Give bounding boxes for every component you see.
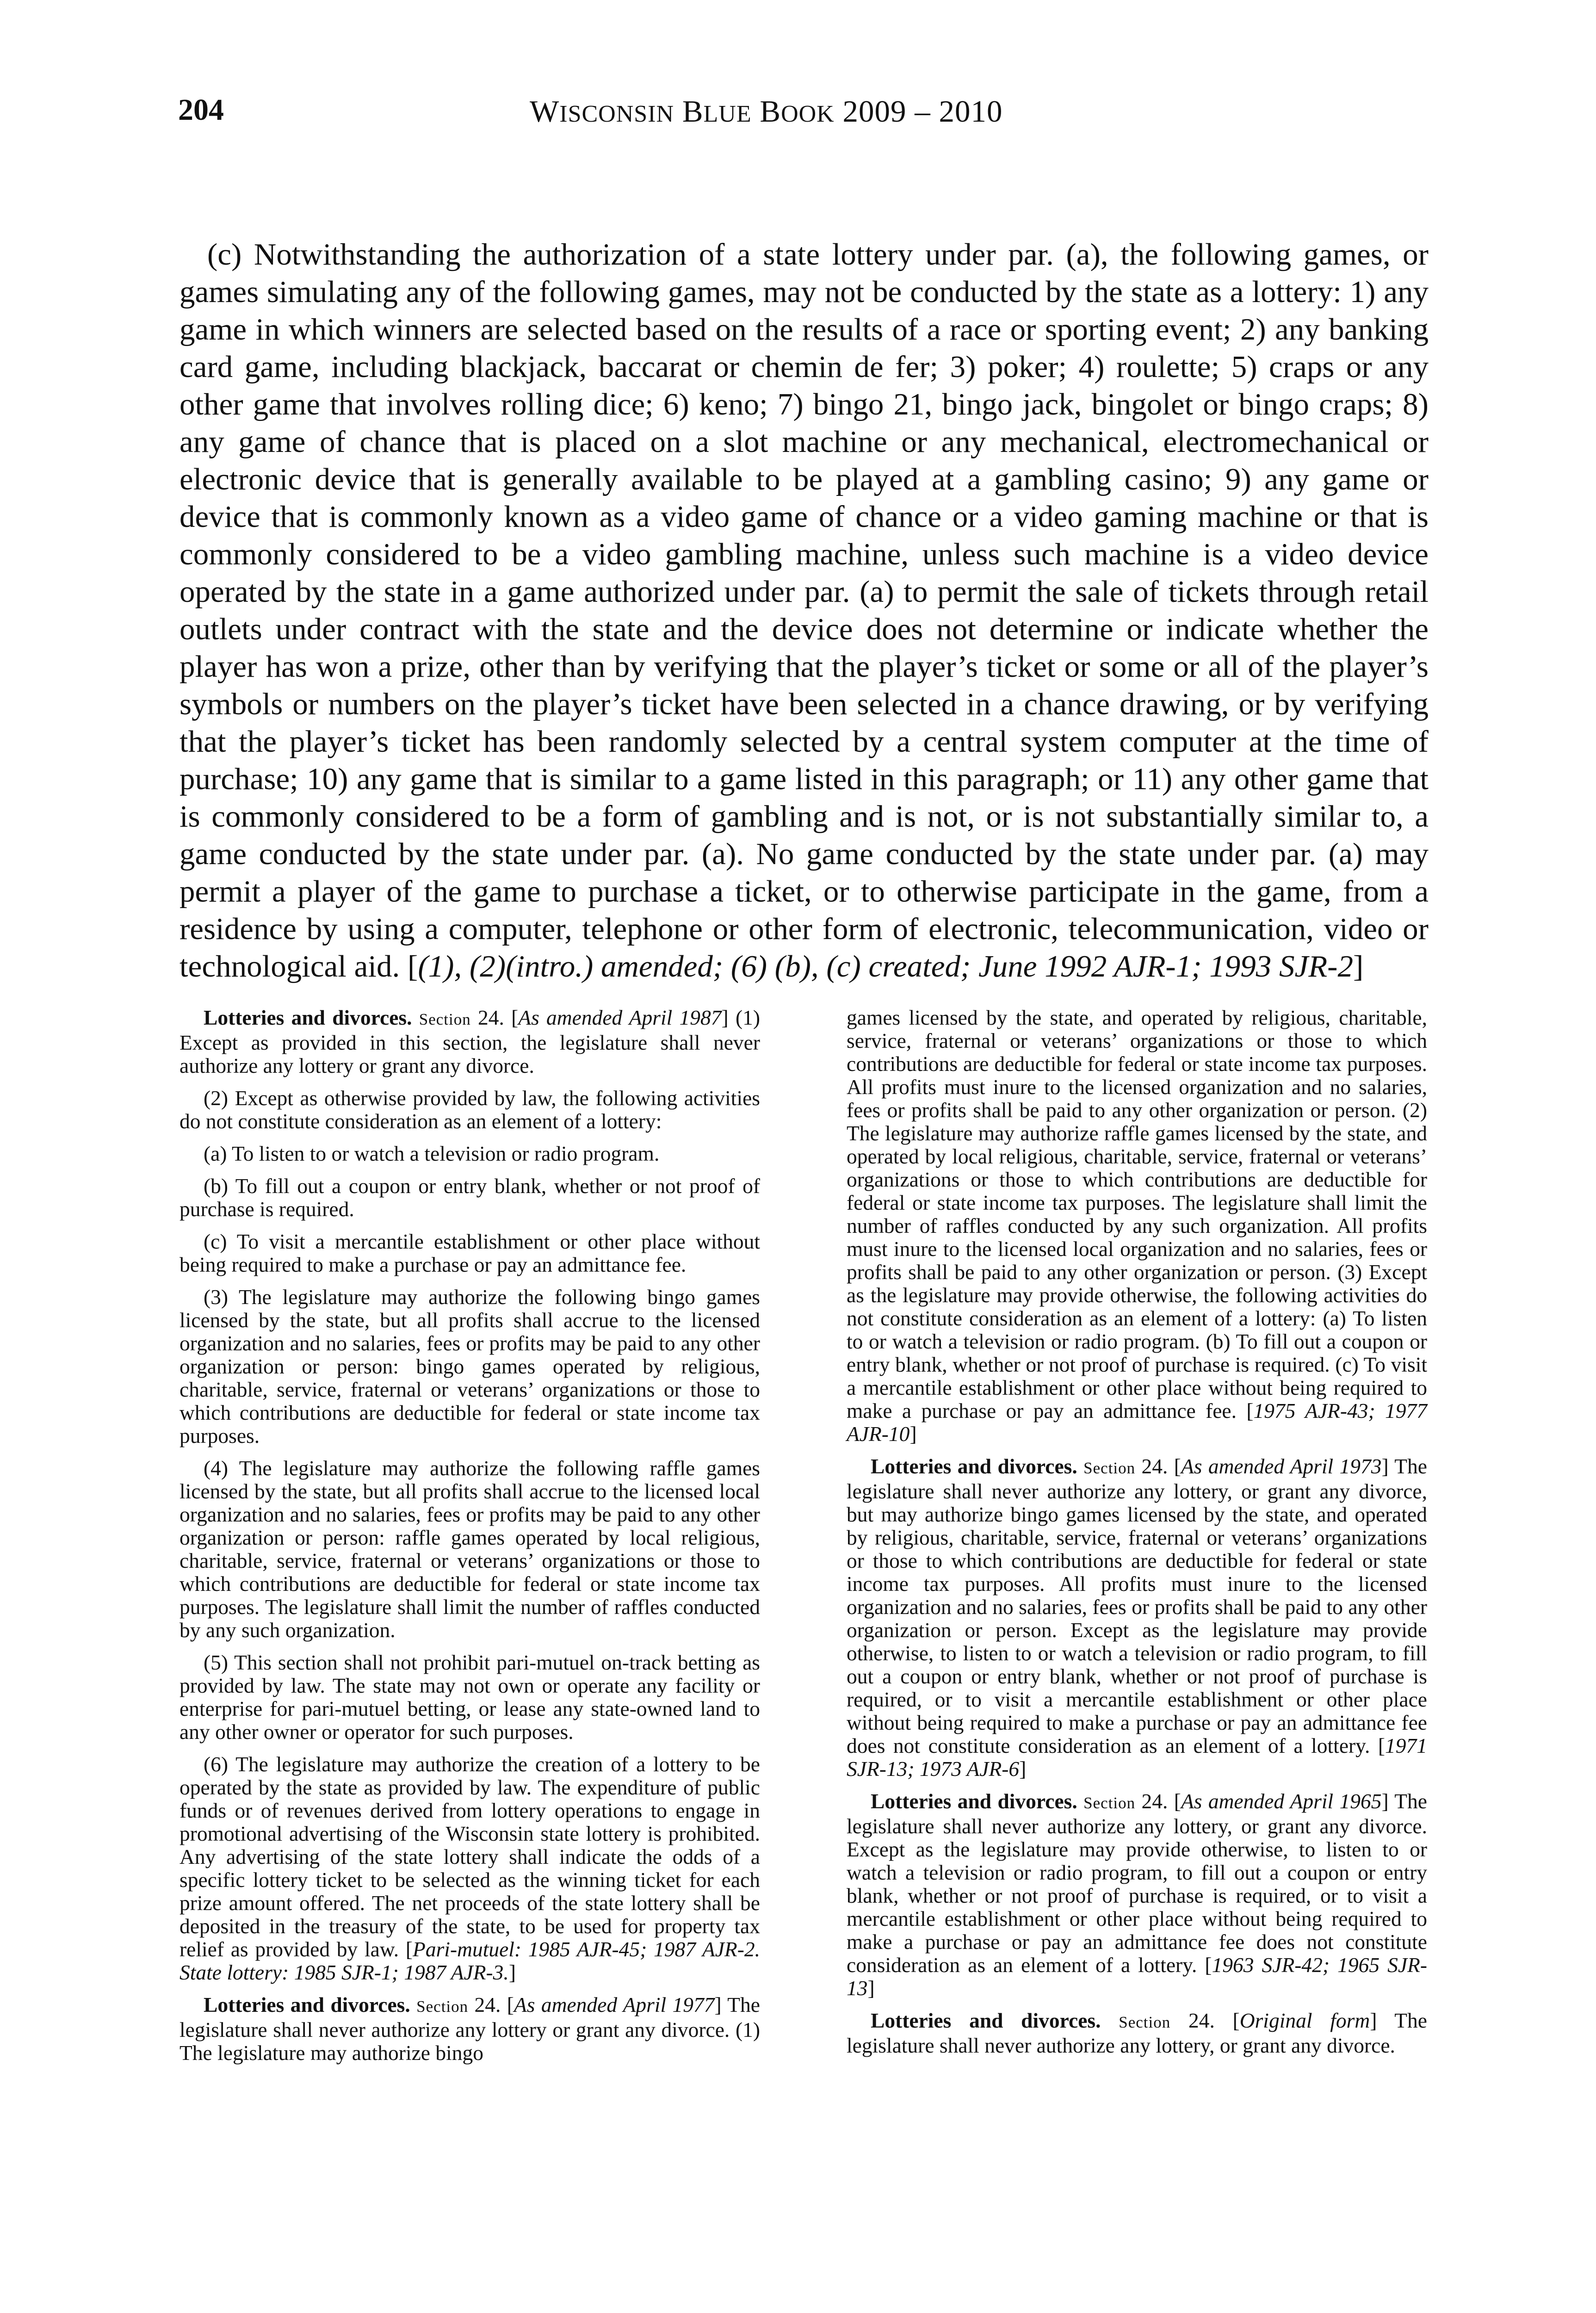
version-note: Original form [1239,2009,1370,2032]
right-column [847,1006,1427,2066]
version-note: As amended April 1973 [1181,1454,1382,1478]
subsection-4: (4) The legislature may authorize the following raffle games licensed by the state, but all profits shall accrue to the licensed local organization and no salaries, fees or profits may be paid to any other organization or person: raffle games operated by local religious, charitable, service, fraternal or veterans’ organizations or those to which contributions are deductible for federal or state income tax purposes. The legislature shall limit the number of raffles conducted by any such organization. [179,1456,760,1642]
version-note: As amended April 1965 [1181,1789,1382,1813]
section-1977-continued: games licensed by the state, and operated by religious, charitable, service, fraternal or veterans’ organizations or those to which contributions are deductible for federal or state income tax purposes. All profits must inure to the licensed organization and no salaries, fees or profits shall be paid to any other organization or person. (2) The legislature may authorize raffle games licensed by the state, and operated by local religious, charitable, service, fraternal or veterans’ organizations or those to which contributions are deductible for federal or state income tax purposes. The legislature shall limit the number of raffles conducted by any such organization. All profits must inure to the licensed local organization and no salaries, fees or profits shall be paid to any other organization or person. (3) Except as the legislature may provide otherwise, the following activities do not constitute consideration as an element of a lottery: (a) To listen to or watch a television or radio program. (b) To fill out a coupon or entry blank, whether or not proof of purchase is required. (c) To visit a mercantile establishment or other place without being required to make a purchase or pay an admittance fee. [1975 AJR-43; 1977 AJR-10] [847,1006,1427,1446]
main-text: (c) Notwithstanding the authorization of a state lottery under par. (a), the following games, or games simulating any of the following games, may not be conducted by the state as a lottery: 1) any game in which winners are selected based on the results of a race or sporting event; 2) any banking card game, including blackjack, baccarat or chemin de fer; 3) poker; 4) roulette; 5) craps or any other game that involves rolling dice; 6) keno; 7) bingo 21, bingo jack, bingolet or bingo craps; 8) any game of chance that is placed on a slot machine or any mechanical, electromechanical or electronic device that is generally available to be played at a gambling casino; 9) any game or device that is commonly known as a video game of chance or a video gaming machine or that is commonly considered to be a video gambling machine, unless such machine is a video device operated by the state in a game authorized under par. (a) to permit the sale of tickets through retail outlets under contract with the state and the device does not determine or indicate whether the player has won a prize, other than by verifying that the player’s ticket or some or all of the player’s symbols or numbers on the player’s ticket have been selected in a chance drawing, or by verifying that the player’s ticket has been randomly selected by a central system computer at the time of purchase; 10) any game that is similar to a game listed in this paragraph; or 11) any other game that is commonly considered to be a form of gambling and is not, or is not substantially similar to, a game conducted by the state under par. (a). No game conducted by the state under par. (a) may permit a player of the game to purchase a ticket, or to otherwise participate in the game, from a residence by using a computer, telephone or other form of electronic, telecommunication, video or technological aid. [ [179,237,1429,983]
main-paragraph: (c) Notwithstanding the authorization of a state lottery under par. (a), the following games, or games simulating any of the following games, may not be conducted by the state as a lottery: 1) any game in which winners are selected based on the results of a race or sporting event; 2) any banking card game, including blackjack, baccarat or chemin de fer; 3) poker; 4) roulette; 5) craps or any other game that involves rolling dice; 6) keno; 7) bingo 21, bingo jack, bingolet or bingo craps; 8) any game of chance that is placed on a slot machine or any mechanical, electromechanical or electronic device that is generally available to be played at a gambling casino; 9) any game or device that is commonly known as a video game of chance or a video gaming machine or that is commonly considered to be a video gambling machine, unless such machine is a video device operated by the state in a game authorized under par. (a) to permit the sale of tickets through retail outlets under contract with the state and the device does not determine or indicate whether the player has won a prize, other than by verifying that the player’s ticket or some or all of the player’s symbols or numbers on the player’s ticket have been selected in a chance drawing, or by verifying that the player’s ticket has been randomly selected by a central system computer at the time of purchase; 10) any game that is similar to a game listed in this paragraph; or 11) any other game that is commonly considered to be a form of gambling and is not, or is not substantially similar to, a game conducted by the state under par. (a). No game conducted by the state under par. (a) may permit a player of the game to purchase a ticket, or to otherwise participate in the game, from a residence by using a computer, telephone or other form of electronic, telecommunication, video or technological aid. [(1), (2)(intro.) amended; (6) (b), (c) created; June 1992 AJR-1; 1993 SJR-2] [179,237,1429,983]
section-original: Lotteries and divorces. Section 24. [Original form] The legislature shall never authorize any lottery, or grant any divorce. [847,2009,1427,2057]
main-citation: (1), (2)(intro.) amended; (6) (b), (c) created; June 1992 AJR-1; 1993 SJR-2 [418,949,1353,983]
section-1987: Lotteries and divorces. Section 24. [As amended April 1987] (1) Except as provided in this section, the legislature shall never authorize any lottery or grant any divorce. [179,1006,760,1077]
section-heading: Lotteries and divorces. [204,1993,410,2016]
section-1965: Lotteries and divorces. Section 24. [As amended April 1965] The legislature shall never authorize any lottery, or grant any divorce. Except as the legislature may provide otherwise, to listen to or watch a television or radio program, to fill out a coupon or entry blank, whether or not proof of purchase is required, or to visit a mercantile establishment or other place without being required to make a purchase or pay an admittance fee does not constitute consideration as an element of a lottery. [1963 SJR-42; 1965 SJR-13] [847,1789,1427,2000]
subsection-3: (3) The legislature may authorize the following bingo games licensed by the state, but all profits shall accrue to the licensed organization and no salaries, fees or profits may be paid to any other organization or person: bingo games operated by religious, charitable, service, fraternal or veterans’ organizations or those to which contributions are deductible for federal or state income tax purposes. [179,1285,760,1447]
section-heading: Lotteries and divorces. [204,1006,412,1029]
subsection-2: (2) Except as otherwise provided by law, the following activities do not constitute consideration as an element of a lottery: [179,1086,760,1133]
subsection-2b: (b) To fill out a coupon or entry blank, whether or not proof of purchase is required. [179,1174,760,1221]
section-1977: Lotteries and divorces. Section 24. [As amended April 1977] The legislature shall never authorize any lottery or grant any divorce. (1) The legislature may authorize bingo [179,1993,760,2065]
citation: 1975 AJR-43; 1977 AJR-10 [847,1399,1427,1446]
running-head: WISCONSIN BLUE BOOK 2009 – 2010 [530,94,1003,129]
left-column [179,1006,760,2074]
subsection-2a: (a) To listen to or watch a television or radio program. [204,1142,660,1165]
subsection-5: (5) This section shall not prohibit pari-mutuel on-track betting as provided by law. The state may not own or operate any facility or enterprise for pari-mutuel betting, or lease any state-owned land to any other owner or operator for such purposes. [179,1651,760,1744]
section-1973: Lotteries and divorces. Section 24. [As amended April 1973] The legislature shall never authorize any lottery, or grant any divorce, but may authorize bingo games licensed by the state, and operated by religious, charitable, service, fraternal or veterans’ organizations or those to which contributions are deductible for federal or state income tax purposes. All profits must inure to the licensed organization and no salaries, fees or profits shall be paid to any other organization or person. Except as the legislature may provide otherwise, to listen to or watch a television or radio program, to fill out a coupon or entry blank, whether or not proof of purchase is required, or to visit a mercantile establishment or other place without being required to make a purchase or pay an admittance fee does not constitute consideration as an element of a lottery. [1971 SJR-13; 1973 AJR-6] [847,1454,1427,1781]
citation: 1963 SJR-42; 1965 SJR-13 [847,1953,1427,2000]
citation: 1971 SJR-13; 1973 AJR-6 [847,1734,1427,1781]
section-heading: Lotteries and divorces. [871,1789,1077,1813]
version-note: As amended April 1987 [518,1006,722,1029]
subsection-2c: (c) To visit a mercantile establishment or other place without being required to make a purchase or pay an admittance fee. [179,1230,760,1276]
subsection-6: (6) The legislature may authorize the creation of a lottery to be operated by the state as provided by law. The expenditure of public funds or of revenues derived from lottery operations to engage in promotional advertising of the Wisconsin state lottery is prohibited. Any advertising of the state lottery shall indicate the odds of a specific lottery ticket to be selected as the winning ticket for each prize amount offered. The net proceeds of the state lottery shall be deposited in the treasury of the state, to be used for property tax relief as provided by law. [Pari-mutuel: 1985 AJR-45; 1987 AJR-2. State lottery: 1985 SJR-1; 1987 AJR-3.] [179,1752,761,1984]
section-heading: Lotteries and divorces. [871,2009,1101,2032]
page-number: 204 [178,93,224,127]
citation: Pari-mutuel: 1985 AJR-45; 1987 AJR-2. State lottery: 1985 SJR-1; 1987 AJR-3. [179,1937,761,1984]
version-note: As amended April 1977 [513,1993,715,2016]
section-heading: Lotteries and divorces. [871,1454,1077,1478]
